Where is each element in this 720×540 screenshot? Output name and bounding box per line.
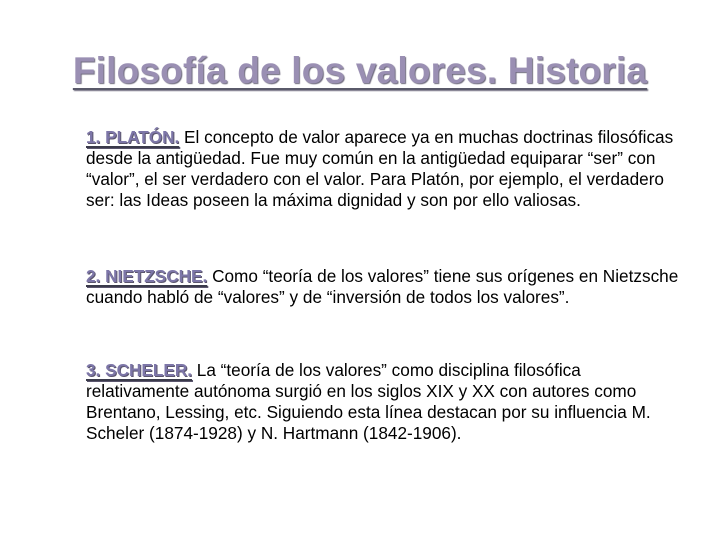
slide-title-text: Filosofía de los valores. Historia: [72, 50, 648, 91]
paragraph-text: El concepto de valor aparece ya en muchas doctrinas filosóficas desde la antigüedad. Fue muy común en la antigüedad equiparar “ser” con “valor”, el ser verdadero con el valor. Para Platón, por ejemplo, el verdadero ser: las Ideas poseen la máxima dignidad y son por ello valiosas.: [86, 127, 674, 210]
paragraph-text: Como “teoría de los valores” tiene sus orígenes en Nietzsche cuando habló de “valores” y de “inversión de todos los valores”.: [86, 266, 679, 307]
paragraph-nietzsche: [86, 266, 686, 308]
paragraph-lead: 2. NIETZSCHE.: [86, 266, 208, 286]
paragraph-lead: 1. PLATÓN.: [86, 127, 180, 147]
paragraph-platon: [86, 127, 686, 211]
slide-title: [0, 50, 720, 92]
paragraph-scheler: [86, 360, 686, 444]
paragraph-text: La “teoría de los valores” como disciplina filosófica relativamente autónoma surgió en los siglos XIX y XX con autores como Brentano, Lessing, etc. Siguiendo esta línea destacan por su influencia M. Scheler (1874-1928) y N. Hartmann (1842-1906).: [86, 360, 651, 443]
paragraph-lead: 3. SCHELER.: [86, 360, 193, 380]
